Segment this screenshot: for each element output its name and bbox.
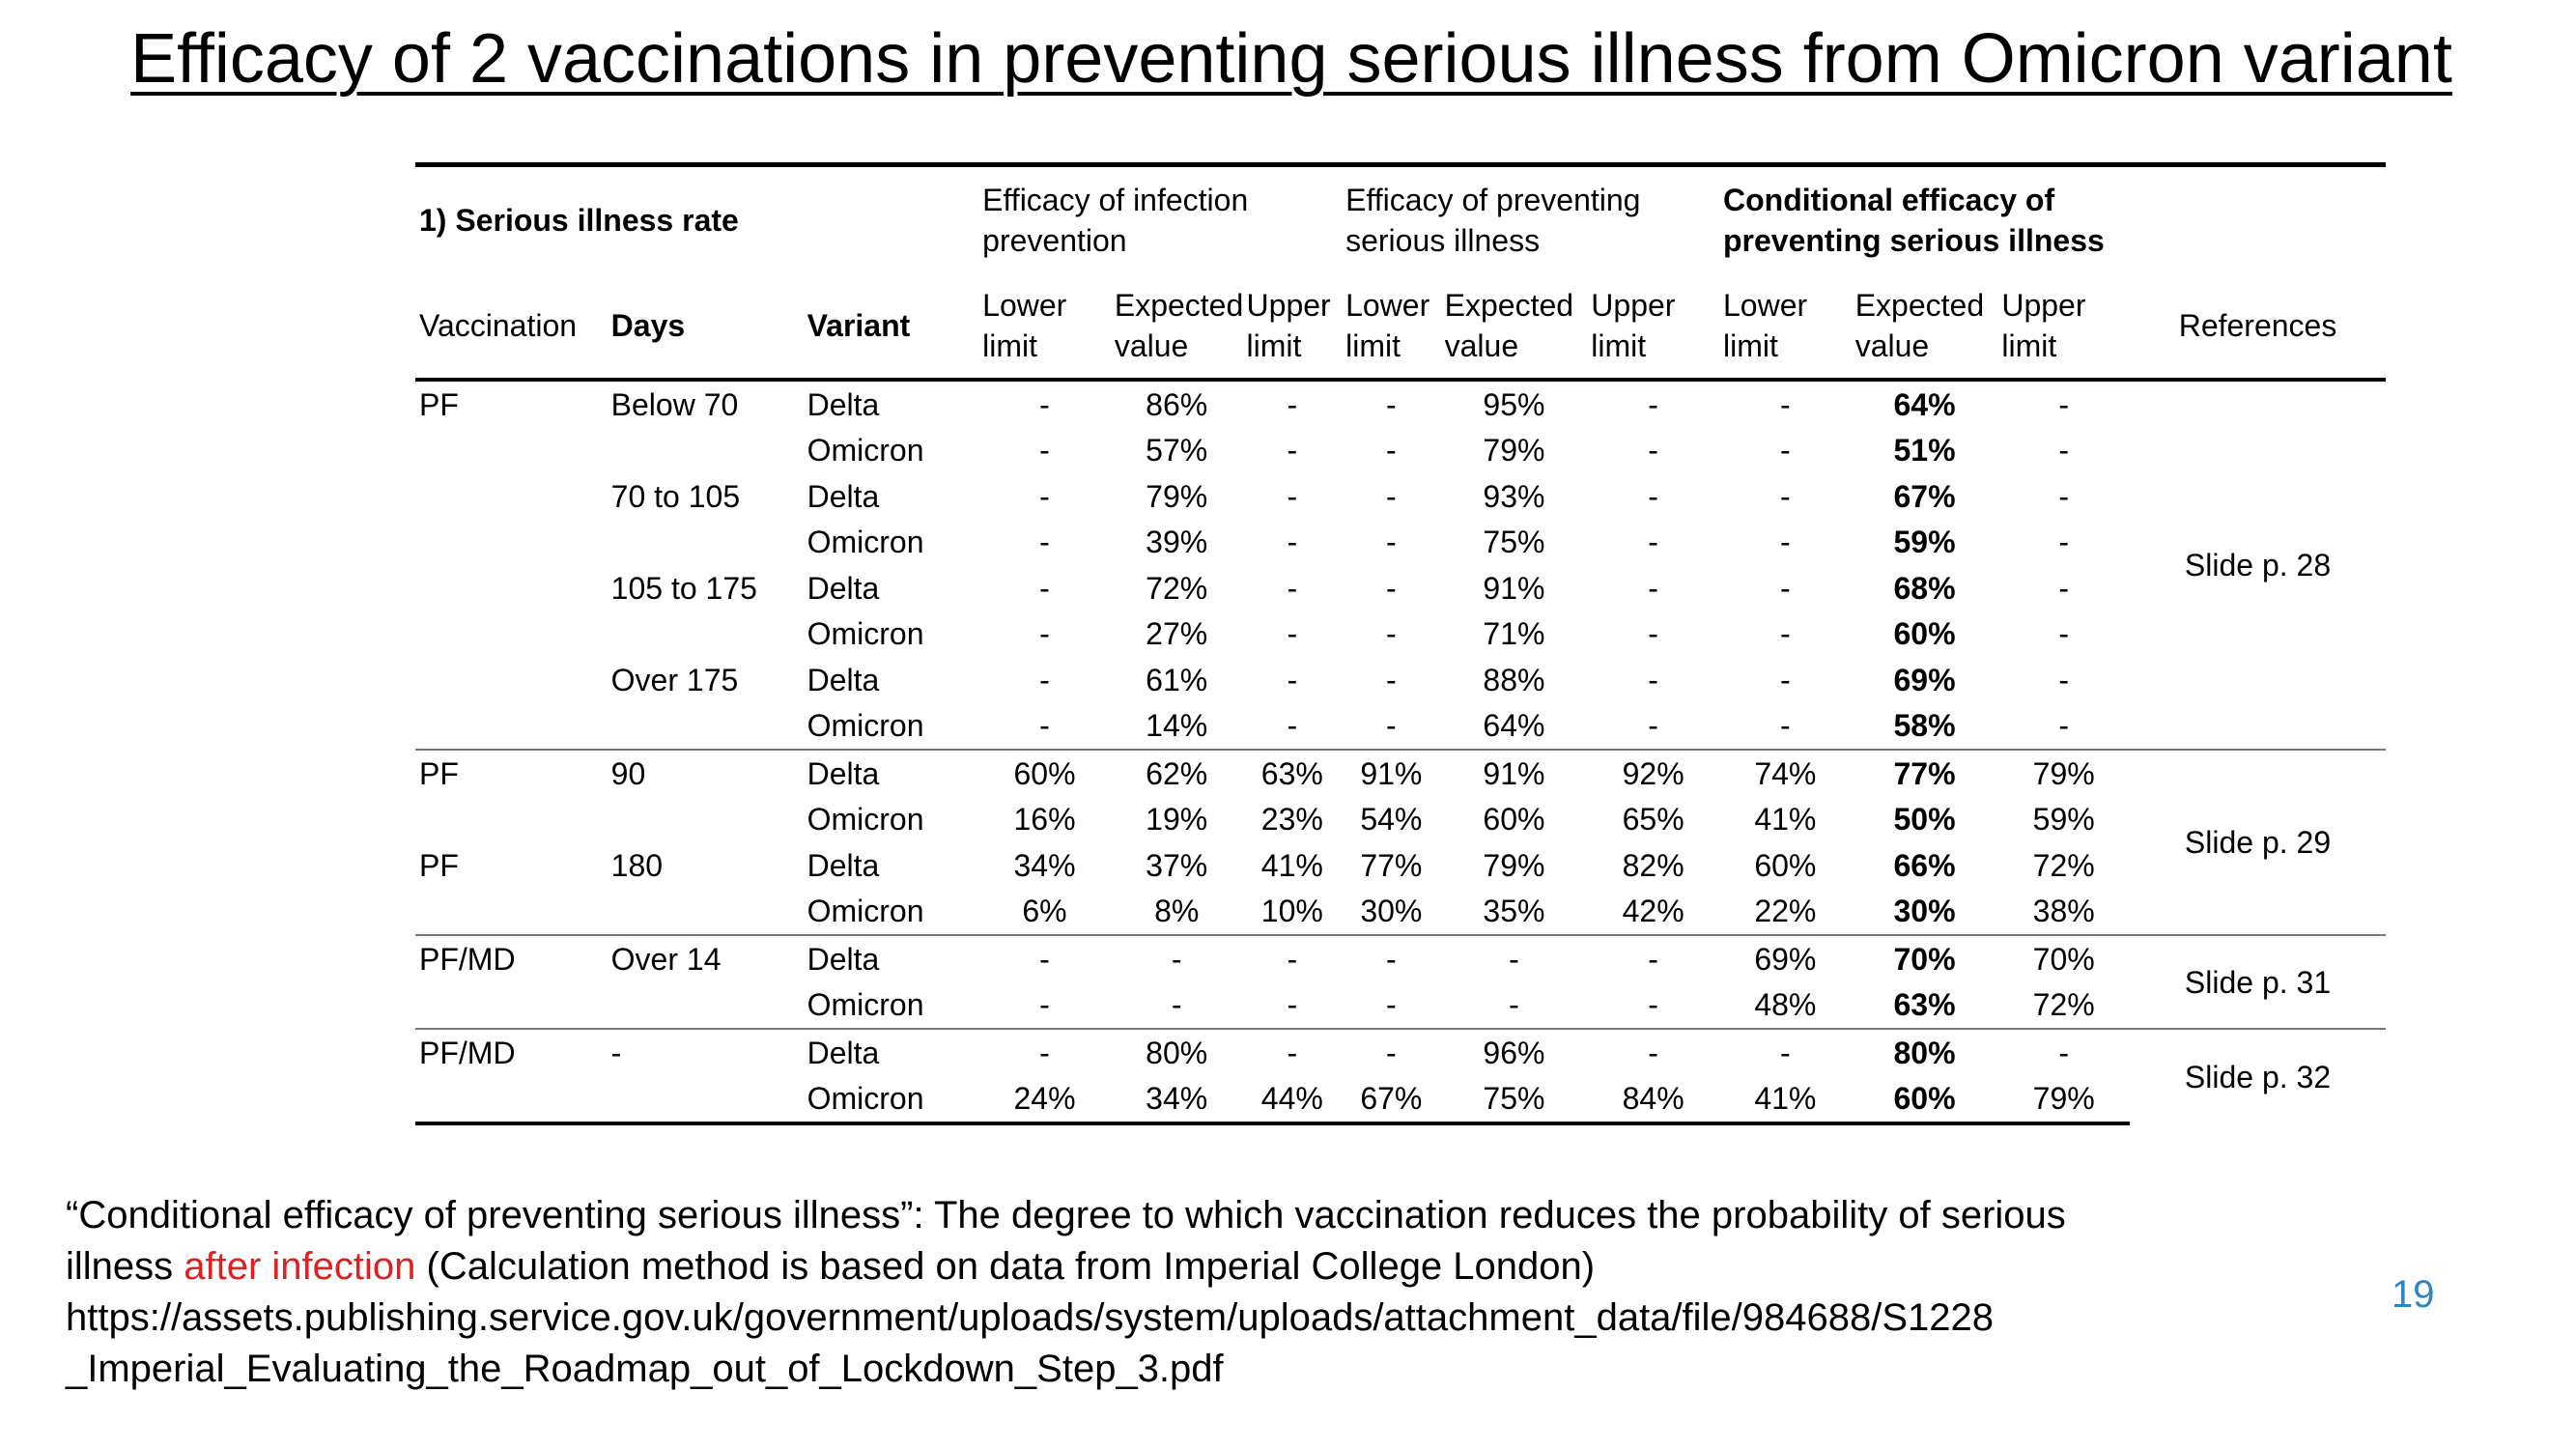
cell-conditional-lower: - [1719, 1029, 1852, 1076]
footnote-text: (Calculation method is based on data from Imperial College London) [415, 1245, 1596, 1288]
cell-days: 90 [608, 750, 804, 797]
table-row [415, 1076, 2386, 1124]
group-header-empty [2130, 165, 2386, 274]
cell-serious-lower: - [1342, 1029, 1441, 1076]
cell-infection-expected: 79% [1146, 478, 1208, 514]
cell-serious-expected: - [1509, 987, 1519, 1023]
header-variant: Variant [804, 273, 979, 380]
cell-vaccination: PF/MD [415, 935, 608, 982]
cell-vaccination [415, 611, 608, 658]
cell-infection-lower: - [1039, 478, 1050, 514]
cell-vaccination [415, 889, 608, 936]
cell-infection-lower: - [1039, 987, 1050, 1023]
cell-vaccination [415, 1076, 608, 1124]
cell-conditional-expected: 30% [1893, 894, 1956, 929]
cell-infection-upper: - [1287, 386, 1298, 422]
table-row [415, 1029, 2386, 1076]
cell-conditional-lower: - [1780, 478, 1791, 514]
cell-serious-upper: - [1648, 662, 1658, 697]
cell-conditional-expected: 66% [1893, 847, 1956, 883]
cell-infection-expected: 86% [1146, 386, 1208, 422]
cell-conditional-expected: 69% [1893, 662, 1956, 697]
cell-serious-expected: 79% [1483, 847, 1545, 883]
cell-conditional-lower: - [1780, 616, 1791, 652]
cell-serious-lower: - [1386, 478, 1397, 514]
cell-vaccination: PF [419, 386, 459, 422]
cell-infection-upper: 63% [1243, 750, 1343, 797]
cell-infection-upper: 23% [1260, 802, 1323, 838]
group-header-serious: Efficacy of preventing serious illness [1342, 165, 1719, 274]
cell-conditional-expected: 59% [1893, 525, 1956, 560]
group-header-row [415, 165, 2386, 274]
cell-infection-lower: - [978, 1029, 1111, 1076]
cell-infection-lower: - [1039, 525, 1050, 560]
cell-serious-lower: 54% [1360, 802, 1423, 838]
cell-conditional-upper: - [1997, 1029, 2130, 1076]
section-label: 1) Serious illness rate [415, 165, 978, 274]
header-days: Days [608, 273, 804, 380]
cell-infection-lower: - [1039, 386, 1050, 422]
cell-conditional-expected: 67% [1893, 478, 1956, 514]
cell-serious-upper: - [1587, 1029, 1719, 1076]
cell-infection-lower: - [1039, 433, 1050, 469]
cell-serious-expected: 60% [1483, 802, 1545, 838]
cell-serious-lower: - [1386, 525, 1397, 560]
cell-variant: Delta [804, 935, 979, 982]
cell-infection-upper: 41% [1260, 847, 1323, 883]
header-expected: Expected value [1441, 273, 1588, 380]
cell-serious-expected: 91% [1441, 750, 1588, 797]
cell-vaccination [415, 703, 608, 751]
cell-conditional-lower: 74% [1719, 750, 1852, 797]
cell-conditional-upper: 59% [2032, 802, 2095, 838]
cell-conditional-upper: 79% [1997, 750, 2130, 797]
table-row [415, 797, 2386, 843]
table-group-slide-32 [415, 1029, 2386, 1123]
cell-variant: Delta [807, 386, 880, 422]
footnote [66, 1190, 2384, 1395]
cell-days: Below 70 [610, 386, 739, 422]
table-row [415, 935, 2386, 982]
cell-infection-expected: 62% [1111, 750, 1243, 797]
cell-conditional-lower: - [1780, 433, 1791, 469]
cell-serious-lower: - [1342, 935, 1441, 982]
cell-serious-expected: 75% [1483, 525, 1545, 560]
group-header-infection: Efficacy of infection prevention [978, 165, 1342, 274]
cell-serious-expected: 93% [1483, 478, 1545, 514]
cell-infection-upper: - [1287, 662, 1298, 697]
cell-variant: Omicron [807, 433, 924, 469]
table-row [415, 565, 2386, 611]
cell-infection-upper: - [1287, 478, 1298, 514]
cell-variant: Omicron [807, 708, 924, 744]
cell-conditional-expected: 64% [1893, 386, 1956, 422]
cell-infection-expected: 27% [1146, 616, 1208, 652]
cell-conditional-expected: 51% [1893, 433, 1956, 469]
sub-header-row [415, 273, 2386, 380]
cell-conditional-expected: 60% [1852, 1076, 1998, 1124]
cell-infection-lower: - [978, 935, 1111, 982]
cell-infection-upper: - [1287, 987, 1298, 1023]
cell-conditional-lower: - [1780, 708, 1791, 744]
table-row [415, 473, 2386, 520]
cell-vaccination [415, 797, 608, 843]
cell-variant: Delta [807, 662, 880, 697]
cell-serious-upper: - [1648, 478, 1658, 514]
cell-conditional-upper: - [2058, 433, 2070, 469]
cell-serious-upper: - [1648, 525, 1658, 560]
cell-serious-upper: - [1648, 708, 1658, 744]
cell-serious-upper: 84% [1587, 1076, 1719, 1124]
cell-infection-expected: 14% [1146, 708, 1208, 744]
cell-conditional-expected: 68% [1893, 570, 1956, 606]
cell-days [608, 611, 804, 658]
cell-serious-upper: 42% [1622, 894, 1684, 929]
cell-infection-upper: - [1243, 1029, 1343, 1076]
cell-serious-lower: - [1386, 987, 1397, 1023]
reference-cell: Slide p. 31 [2130, 935, 2386, 1029]
cell-days: 70 to 105 [610, 478, 741, 514]
cell-infection-expected: - [1171, 987, 1182, 1023]
cell-serious-expected: - [1441, 935, 1588, 982]
cell-vaccination [415, 428, 608, 474]
cell-infection-upper: - [1287, 570, 1298, 606]
header-expected: Expected value [1852, 273, 1998, 380]
cell-days [608, 520, 804, 566]
cell-infection-upper: - [1287, 708, 1298, 744]
cell-vaccination [415, 657, 608, 703]
cell-conditional-upper: - [2058, 386, 2070, 422]
table-group-slide-31 [415, 935, 2386, 1029]
footnote-line-2 [66, 1241, 2384, 1293]
reference-cell: Slide p. 28 [2184, 548, 2332, 582]
cell-variant: Omicron [804, 1076, 979, 1124]
cell-variant: Delta [807, 847, 880, 883]
cell-infection-lower: 16% [1013, 802, 1076, 838]
cell-variant: Delta [804, 1029, 979, 1076]
header-lower: Lower limit [978, 273, 1111, 380]
footnote-line-1: “Conditional efficacy of preventing serious illness”: The degree to which vaccination reduces the probability of serious [66, 1194, 2066, 1236]
cell-conditional-expected: 58% [1893, 708, 1956, 744]
cell-serious-expected: 88% [1483, 662, 1545, 697]
cell-infection-lower: - [1039, 708, 1050, 744]
cell-days [608, 889, 804, 936]
cell-variant: Delta [804, 750, 979, 797]
cell-conditional-lower: - [1780, 662, 1791, 697]
cell-conditional-expected: 50% [1893, 802, 1956, 838]
cell-infection-lower: 60% [978, 750, 1111, 797]
cell-variant: Delta [807, 570, 880, 606]
cell-days: 180 [610, 847, 664, 883]
header-lower: Lower limit [1342, 273, 1441, 380]
cell-infection-upper: 44% [1243, 1076, 1343, 1124]
cell-serious-upper: - [1587, 935, 1719, 982]
cell-infection-lower: 6% [1022, 894, 1067, 929]
cell-serious-expected: 95% [1483, 386, 1545, 422]
cell-infection-lower: 24% [978, 1076, 1111, 1124]
cell-infection-expected: - [1111, 935, 1243, 982]
cell-days [608, 1076, 804, 1124]
cell-conditional-lower: 69% [1719, 935, 1852, 982]
cell-conditional-lower: 41% [1754, 802, 1817, 838]
cell-serious-lower: - [1386, 662, 1397, 697]
cell-serious-upper: - [1648, 616, 1658, 652]
header-upper: Upper limit [1243, 273, 1343, 380]
cell-conditional-expected: 80% [1852, 1029, 1998, 1076]
cell-serious-upper: - [1648, 386, 1658, 422]
footnote-url-line-2: _Imperial_Evaluating_the_Roadmap_out_of_Lockdown_Step_3.pdf [66, 1348, 1224, 1390]
cell-infection-upper: 10% [1260, 894, 1323, 929]
table-row [415, 750, 2386, 797]
cell-serious-upper: 65% [1622, 802, 1684, 838]
cell-days: - [608, 1029, 804, 1076]
cell-serious-lower: 67% [1342, 1076, 1441, 1124]
cell-conditional-upper: - [2058, 478, 2070, 514]
cell-serious-lower: - [1386, 570, 1397, 606]
cell-serious-upper: - [1648, 433, 1658, 469]
cell-infection-expected: 19% [1146, 802, 1208, 838]
cell-conditional-lower: 41% [1719, 1076, 1852, 1124]
cell-infection-upper: - [1243, 935, 1343, 982]
cell-variant: Omicron [807, 987, 924, 1023]
cell-days [608, 797, 804, 843]
reference-cell: Slide p. 29 [2130, 750, 2386, 935]
table-row [415, 889, 2386, 936]
cell-days: 105 to 175 [610, 570, 757, 606]
header-lower: Lower limit [1719, 273, 1852, 380]
cell-infection-lower: 34% [1013, 847, 1076, 883]
cell-serious-upper: 92% [1587, 750, 1719, 797]
cell-conditional-upper: - [2058, 708, 2070, 744]
cell-serious-expected: 71% [1483, 616, 1545, 652]
cell-serious-upper: 82% [1622, 847, 1684, 883]
cell-conditional-upper: 72% [2032, 987, 2095, 1023]
table-row [415, 982, 2386, 1030]
cell-conditional-lower: - [1780, 386, 1791, 422]
cell-conditional-expected: 63% [1893, 987, 1956, 1023]
cell-conditional-expected: 77% [1852, 750, 1998, 797]
cell-serious-lower: 30% [1360, 894, 1423, 929]
cell-vaccination [415, 982, 608, 1030]
cell-serious-lower: - [1386, 386, 1397, 422]
cell-serious-lower: 91% [1342, 750, 1441, 797]
cell-infection-expected: 37% [1146, 847, 1208, 883]
cell-conditional-expected: 60% [1893, 616, 1956, 652]
cell-infection-upper: - [1287, 525, 1298, 560]
cell-conditional-upper: - [2058, 616, 2070, 652]
footnote-text: illness [66, 1245, 184, 1288]
page-number: 19 [2392, 1273, 2435, 1316]
table-row [415, 520, 2386, 566]
cell-infection-upper: - [1287, 616, 1298, 652]
cell-conditional-lower: 60% [1754, 847, 1817, 883]
reference-cell: Slide p. 32 [2130, 1029, 2386, 1123]
cell-conditional-upper: 38% [2032, 894, 2095, 929]
cell-infection-expected: 80% [1111, 1029, 1243, 1076]
cell-days: Over 14 [608, 935, 804, 982]
cell-conditional-upper: 70% [1997, 935, 2130, 982]
cell-serious-lower: - [1386, 433, 1397, 469]
group-header-conditional: Conditional efficacy of preventing serious illness [1719, 165, 2130, 274]
table-row [415, 428, 2386, 474]
slide-title: Efficacy of 2 vaccinations in preventing serious illness from Omicron variant [130, 20, 2452, 98]
cell-conditional-upper: 79% [1997, 1076, 2130, 1124]
cell-serious-lower: - [1386, 708, 1397, 744]
cell-infection-expected: 39% [1146, 525, 1208, 560]
cell-variant: Omicron [807, 525, 924, 560]
footnote-highlight: after infection [184, 1245, 416, 1288]
cell-infection-expected: 57% [1146, 433, 1208, 469]
cell-variant: Delta [807, 478, 880, 514]
table-row [415, 703, 2386, 751]
cell-infection-upper: - [1287, 433, 1298, 469]
cell-variant: Omicron [807, 894, 924, 929]
table-row [415, 657, 2386, 703]
table-row [415, 842, 2386, 889]
header-vaccination: Vaccination [415, 273, 608, 380]
cell-serious-expected: 64% [1483, 708, 1545, 744]
cell-conditional-upper: 72% [2032, 847, 2095, 883]
table-row [415, 611, 2386, 658]
cell-conditional-lower: 48% [1754, 987, 1817, 1023]
cell-conditional-lower: 22% [1754, 894, 1817, 929]
cell-serious-lower: - [1386, 616, 1397, 652]
cell-serious-expected: 79% [1483, 433, 1545, 469]
cell-serious-expected: 75% [1441, 1076, 1588, 1124]
header-upper: Upper limit [1997, 273, 2130, 380]
cell-vaccination: PF/MD [415, 1029, 608, 1076]
cell-serious-upper: - [1648, 570, 1658, 606]
cell-vaccination [415, 520, 608, 566]
cell-vaccination: PF [419, 847, 459, 883]
cell-conditional-upper: - [2058, 525, 2070, 560]
cell-conditional-upper: - [2058, 662, 2070, 697]
table-group-slide-29 [415, 750, 2386, 935]
cell-serious-expected: 91% [1483, 570, 1545, 606]
cell-infection-expected: 34% [1111, 1076, 1243, 1124]
cell-days [608, 428, 804, 474]
efficacy-table-container [415, 162, 2386, 1125]
cell-vaccination: PF [415, 750, 608, 797]
cell-serious-expected: 96% [1441, 1029, 1588, 1076]
cell-variant: Omicron [807, 616, 924, 652]
cell-infection-expected: 8% [1154, 894, 1200, 929]
header-references: References [2130, 273, 2386, 380]
cell-conditional-lower: - [1780, 525, 1791, 560]
cell-serious-lower: 77% [1360, 847, 1423, 883]
cell-vaccination [415, 473, 608, 520]
efficacy-table [415, 162, 2386, 1125]
cell-days: Over 175 [610, 662, 739, 697]
cell-variant: Omicron [807, 802, 924, 838]
cell-conditional-upper: - [2058, 570, 2070, 606]
header-upper: Upper limit [1587, 273, 1719, 380]
cell-infection-lower: - [1039, 570, 1050, 606]
table-group-slide-28 [415, 380, 2386, 750]
cell-days [608, 982, 804, 1030]
header-expected: Expected value [1111, 273, 1243, 380]
cell-serious-upper: - [1648, 987, 1658, 1023]
cell-infection-lower: - [1039, 616, 1050, 652]
footnote-url-line-1: https://assets.publishing.service.gov.uk/government/uploads/system/uploads/attachment_data/file/984688/S1228 [66, 1296, 1995, 1339]
cell-infection-expected: 61% [1146, 662, 1208, 697]
cell-conditional-expected: 70% [1852, 935, 1998, 982]
cell-days [608, 703, 804, 751]
cell-vaccination [415, 565, 608, 611]
cell-conditional-lower: - [1780, 570, 1791, 606]
cell-infection-expected: 72% [1146, 570, 1208, 606]
table-row [415, 380, 2386, 428]
cell-infection-lower: - [1039, 662, 1050, 697]
cell-serious-expected: 35% [1483, 894, 1545, 929]
